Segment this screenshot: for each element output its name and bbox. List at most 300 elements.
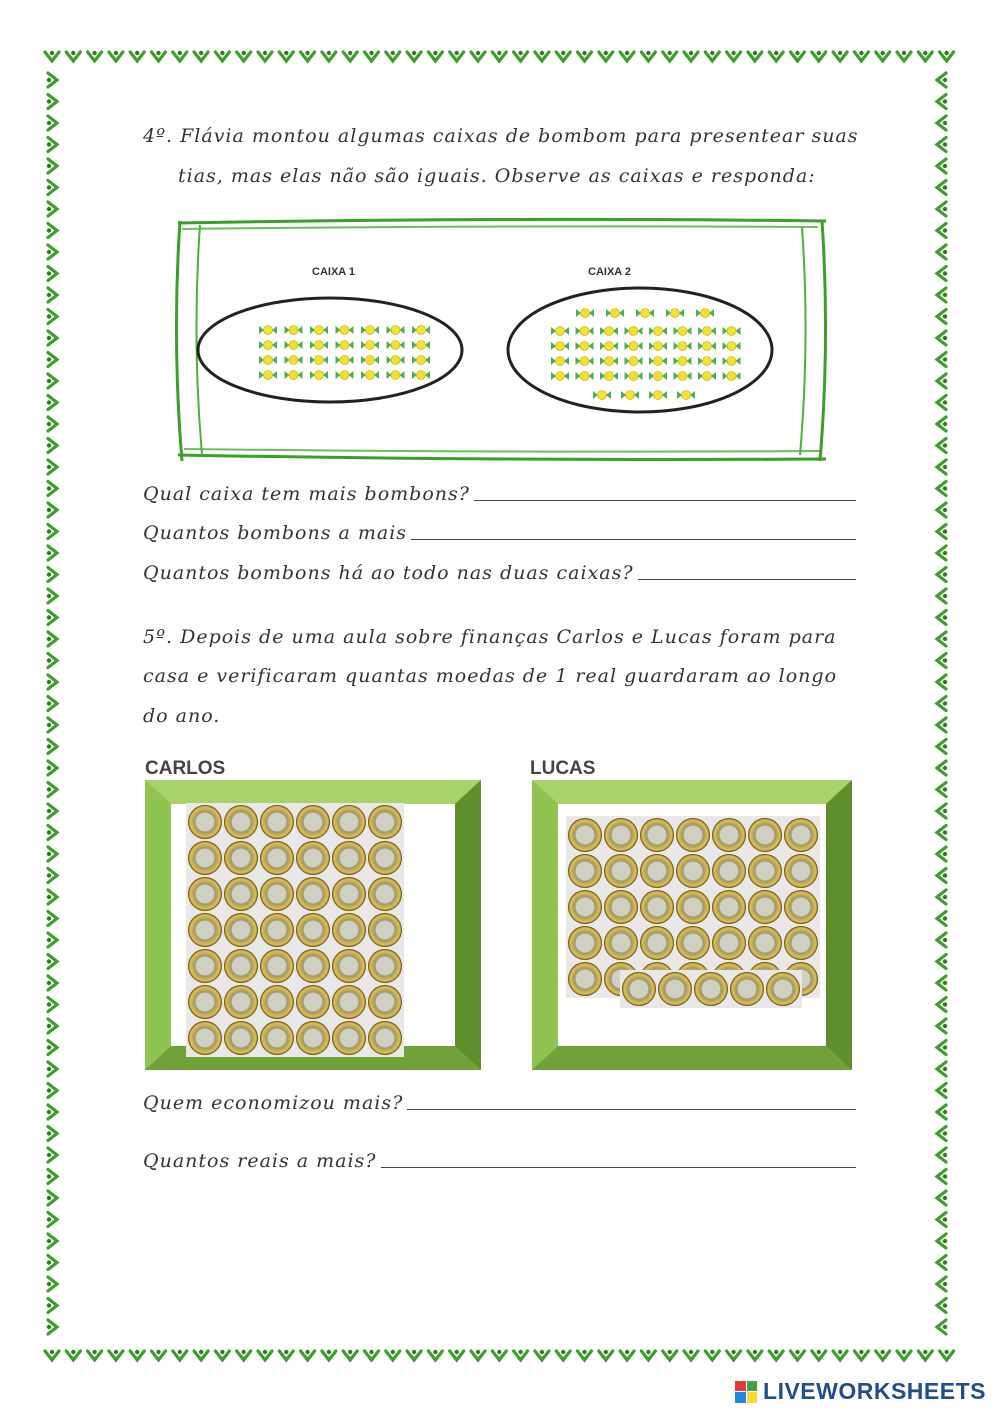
border-leaf bbox=[47, 912, 57, 926]
border-leaf bbox=[47, 439, 57, 453]
border-leaf bbox=[556, 51, 570, 61]
border-leaf bbox=[386, 51, 400, 61]
coin bbox=[676, 890, 710, 924]
border-leaf bbox=[47, 525, 57, 539]
coin bbox=[604, 890, 638, 924]
coin bbox=[730, 972, 764, 1006]
border-leaf bbox=[705, 51, 719, 61]
border-leaf bbox=[854, 51, 868, 61]
coin bbox=[784, 926, 818, 960]
carlos-coin-box bbox=[145, 780, 481, 1070]
border-leaf bbox=[47, 804, 57, 818]
border-leaf bbox=[812, 51, 826, 61]
answer-line-4c[interactable] bbox=[638, 579, 856, 580]
caixa-1-label: CAIXA 1 bbox=[312, 266, 355, 278]
border-leaf bbox=[47, 73, 57, 87]
border-leaf bbox=[258, 51, 272, 61]
coin bbox=[188, 841, 222, 875]
coin bbox=[224, 877, 258, 911]
coin bbox=[658, 972, 692, 1006]
coin bbox=[640, 854, 674, 888]
border-leaf bbox=[47, 267, 57, 281]
coin bbox=[368, 949, 402, 983]
border-leaf bbox=[47, 611, 57, 625]
coin bbox=[260, 1021, 294, 1055]
border-leaf bbox=[47, 546, 57, 560]
coin bbox=[188, 877, 222, 911]
border-leaf bbox=[47, 1019, 57, 1033]
coin bbox=[640, 890, 674, 924]
coin bbox=[260, 913, 294, 947]
border-leaf bbox=[45, 1350, 59, 1360]
border-leaf bbox=[937, 503, 947, 517]
border-leaf bbox=[173, 1350, 187, 1360]
coin bbox=[296, 841, 330, 875]
coin bbox=[748, 854, 782, 888]
coin bbox=[568, 926, 602, 960]
coin bbox=[640, 818, 674, 852]
border-leaf bbox=[937, 181, 947, 195]
border-leaf bbox=[937, 1148, 947, 1162]
coin bbox=[784, 890, 818, 924]
border-leaf bbox=[386, 1350, 400, 1360]
border-leaf bbox=[47, 116, 57, 130]
coin bbox=[694, 972, 728, 1006]
coin bbox=[604, 926, 638, 960]
coin bbox=[748, 890, 782, 924]
border-leaf bbox=[45, 51, 59, 61]
border-leaf bbox=[937, 245, 947, 259]
coin bbox=[368, 805, 402, 839]
coin bbox=[568, 962, 602, 996]
answer-line-5a[interactable] bbox=[407, 1109, 856, 1110]
border-leaf bbox=[109, 1350, 123, 1360]
liveworksheets-logo[interactable] bbox=[735, 1378, 986, 1405]
coin bbox=[604, 818, 638, 852]
border-leaf bbox=[343, 51, 357, 61]
border-leaf bbox=[937, 1041, 947, 1055]
border-leaf bbox=[937, 847, 947, 861]
answer-line-4a[interactable] bbox=[474, 500, 856, 501]
coin bbox=[332, 877, 366, 911]
coin bbox=[622, 972, 656, 1006]
liveworksheets-logo-text: LIVEWORKSHEETS bbox=[763, 1378, 986, 1404]
coin bbox=[784, 854, 818, 888]
border-leaf bbox=[937, 138, 947, 152]
border-leaf bbox=[301, 1350, 315, 1360]
border-leaf bbox=[727, 51, 741, 61]
lucas-coins-extra-row bbox=[620, 970, 802, 1008]
answer-line-4b[interactable] bbox=[411, 539, 856, 540]
border-leaf bbox=[47, 460, 57, 474]
coin bbox=[784, 818, 818, 852]
border-leaf bbox=[47, 288, 57, 302]
coin bbox=[224, 949, 258, 983]
border-leaf bbox=[937, 1127, 947, 1141]
coin bbox=[368, 985, 402, 1019]
border-leaf bbox=[130, 1350, 144, 1360]
coin bbox=[260, 877, 294, 911]
border-leaf bbox=[322, 1350, 336, 1360]
border-leaf bbox=[937, 310, 947, 324]
border-leaf bbox=[492, 51, 506, 61]
border-leaf bbox=[301, 51, 315, 61]
border-leaf bbox=[876, 1350, 890, 1360]
question-5b bbox=[143, 1150, 856, 1172]
coin bbox=[260, 841, 294, 875]
border-leaf bbox=[88, 51, 102, 61]
coin bbox=[188, 949, 222, 983]
border-leaf bbox=[47, 1277, 57, 1291]
border-leaf bbox=[47, 417, 57, 431]
coin bbox=[188, 1021, 222, 1055]
border-leaf bbox=[937, 116, 947, 130]
border-leaf bbox=[47, 138, 57, 152]
border-leaf bbox=[47, 1256, 57, 1270]
border-leaf bbox=[918, 1350, 932, 1360]
border-leaf bbox=[47, 159, 57, 173]
coin bbox=[368, 913, 402, 947]
border-leaf bbox=[109, 51, 123, 61]
liveworksheets-logo-icon bbox=[735, 1381, 757, 1403]
border-leaf bbox=[215, 1350, 229, 1360]
border-leaf bbox=[918, 51, 932, 61]
border-leaf bbox=[47, 847, 57, 861]
border-leaf bbox=[937, 933, 947, 947]
border-leaf bbox=[937, 73, 947, 87]
question-4c bbox=[143, 562, 856, 584]
exercise-5-line-1: 5º. Depois de uma aula sobre finanças Carlos e Lucas foram para bbox=[143, 626, 837, 648]
border-leaf bbox=[47, 1299, 57, 1313]
border-leaf bbox=[47, 1213, 57, 1227]
border-leaf bbox=[812, 1350, 826, 1360]
border-leaf bbox=[937, 611, 947, 625]
border-leaf bbox=[937, 1256, 947, 1270]
border-leaf bbox=[450, 51, 464, 61]
border-leaf bbox=[833, 51, 847, 61]
border-leaf bbox=[407, 51, 421, 61]
border-leaf bbox=[748, 51, 762, 61]
border-leaf bbox=[471, 51, 485, 61]
border-leaf bbox=[47, 654, 57, 668]
border-leaf bbox=[937, 1191, 947, 1205]
border-leaf bbox=[47, 1084, 57, 1098]
question-5a bbox=[143, 1092, 856, 1114]
lucas-label: LUCAS bbox=[530, 758, 596, 779]
border-leaf bbox=[47, 1105, 57, 1119]
question-5a-text: Quem economizou mais? bbox=[143, 1092, 404, 1114]
border-leaf bbox=[876, 51, 890, 61]
border-leaf bbox=[727, 1350, 741, 1360]
coin bbox=[676, 818, 710, 852]
border-leaf bbox=[641, 51, 655, 61]
border-leaf bbox=[937, 525, 947, 539]
border-leaf bbox=[937, 1277, 947, 1291]
green-brush-frame bbox=[170, 215, 830, 465]
border-leaf bbox=[937, 697, 947, 711]
border-leaf bbox=[47, 955, 57, 969]
exercise-5-line-3: do ano. bbox=[143, 705, 221, 727]
border-leaf bbox=[937, 396, 947, 410]
border-leaf bbox=[937, 568, 947, 582]
border-leaf bbox=[535, 1350, 549, 1360]
coin bbox=[368, 877, 402, 911]
border-leaf bbox=[937, 439, 947, 453]
coin bbox=[296, 949, 330, 983]
coin bbox=[676, 926, 710, 960]
border-leaf bbox=[47, 568, 57, 582]
coin bbox=[296, 985, 330, 1019]
coin bbox=[332, 805, 366, 839]
exercise-4-line-2: tias, mas elas não são iguais. Observe as caixas e responda: bbox=[178, 165, 816, 187]
border-leaf bbox=[937, 460, 947, 474]
question-4b bbox=[143, 522, 856, 544]
border-leaf bbox=[556, 1350, 570, 1360]
border-leaf bbox=[937, 1062, 947, 1076]
border-leaf bbox=[407, 1350, 421, 1360]
border-leaf bbox=[578, 1350, 592, 1360]
border-leaf bbox=[599, 51, 613, 61]
border-leaf bbox=[937, 1234, 947, 1248]
border-leaf bbox=[937, 998, 947, 1012]
coin bbox=[568, 818, 602, 852]
border-leaf bbox=[937, 417, 947, 431]
coin bbox=[712, 890, 746, 924]
question-4c-text: Quantos bombons há ao todo nas duas caixas? bbox=[143, 562, 634, 584]
border-leaf bbox=[365, 51, 379, 61]
border-leaf bbox=[47, 503, 57, 517]
border-leaf bbox=[769, 51, 783, 61]
coin bbox=[188, 985, 222, 1019]
coin bbox=[712, 818, 746, 852]
border-leaf bbox=[937, 1299, 947, 1313]
border-leaf bbox=[620, 51, 634, 61]
border-leaf bbox=[47, 310, 57, 324]
border-leaf bbox=[47, 976, 57, 990]
border-leaf bbox=[620, 1350, 634, 1360]
border-leaf bbox=[88, 1350, 102, 1360]
border-leaf bbox=[937, 890, 947, 904]
lucas-coin-box bbox=[532, 780, 852, 1070]
border-leaf bbox=[47, 245, 57, 259]
border-leaf bbox=[663, 1350, 677, 1360]
border-leaf bbox=[748, 1350, 762, 1360]
border-leaf bbox=[47, 826, 57, 840]
border-leaf bbox=[47, 1320, 57, 1334]
coin bbox=[296, 805, 330, 839]
border-leaf bbox=[47, 890, 57, 904]
border-leaf bbox=[937, 95, 947, 109]
coin bbox=[604, 854, 638, 888]
coin bbox=[188, 805, 222, 839]
border-leaf bbox=[47, 632, 57, 646]
border-leaf bbox=[194, 51, 208, 61]
border-leaf bbox=[47, 95, 57, 109]
border-leaf bbox=[641, 1350, 655, 1360]
border-leaf bbox=[599, 1350, 613, 1360]
border-leaf bbox=[705, 1350, 719, 1360]
coin bbox=[224, 913, 258, 947]
border-leaf bbox=[937, 632, 947, 646]
coin bbox=[748, 818, 782, 852]
coin bbox=[640, 926, 674, 960]
border-leaf bbox=[937, 955, 947, 969]
border-leaf bbox=[47, 1234, 57, 1248]
border-leaf bbox=[47, 697, 57, 711]
border-leaf bbox=[322, 51, 336, 61]
border-leaf bbox=[514, 1350, 528, 1360]
coin bbox=[224, 841, 258, 875]
border-leaf bbox=[937, 654, 947, 668]
border-leaf bbox=[450, 1350, 464, 1360]
border-leaf bbox=[663, 51, 677, 61]
border-leaf bbox=[937, 976, 947, 990]
coin bbox=[568, 890, 602, 924]
border-leaf bbox=[47, 718, 57, 732]
border-leaf bbox=[279, 51, 293, 61]
coin bbox=[766, 972, 800, 1006]
border-leaf bbox=[937, 675, 947, 689]
candy-boxes-figure bbox=[170, 215, 830, 465]
border-leaf bbox=[937, 718, 947, 732]
coin bbox=[712, 926, 746, 960]
border-leaf bbox=[937, 1105, 947, 1119]
border-leaf bbox=[47, 374, 57, 388]
border-leaf bbox=[937, 482, 947, 496]
border-leaf bbox=[66, 1350, 80, 1360]
border-leaf bbox=[684, 1350, 698, 1360]
border-leaf bbox=[47, 1148, 57, 1162]
border-leaf bbox=[365, 1350, 379, 1360]
border-leaf bbox=[937, 589, 947, 603]
border-leaf bbox=[937, 912, 947, 926]
border-leaf bbox=[492, 1350, 506, 1360]
coin bbox=[332, 949, 366, 983]
coin bbox=[260, 985, 294, 1019]
border-leaf bbox=[937, 224, 947, 238]
border-leaf bbox=[937, 1019, 947, 1033]
coin bbox=[296, 913, 330, 947]
border-leaf bbox=[535, 51, 549, 61]
exercise-5-line-2: casa e verificaram quantas moedas de 1 real guardaram ao longo bbox=[143, 665, 838, 687]
border-leaf bbox=[684, 51, 698, 61]
border-leaf bbox=[237, 51, 251, 61]
question-5b-text: Quantos reais a mais? bbox=[143, 1150, 377, 1172]
border-leaf bbox=[937, 331, 947, 345]
border-leaf bbox=[47, 1041, 57, 1055]
border-leaf bbox=[769, 1350, 783, 1360]
border-leaf bbox=[897, 1350, 911, 1360]
border-leaf bbox=[471, 1350, 485, 1360]
border-leaf bbox=[47, 353, 57, 367]
border-leaf bbox=[428, 1350, 442, 1360]
border-leaf bbox=[47, 740, 57, 754]
border-leaf bbox=[937, 1213, 947, 1227]
coin bbox=[296, 877, 330, 911]
border-leaf bbox=[194, 1350, 208, 1360]
border-leaf bbox=[237, 1350, 251, 1360]
caixa-2-label: CAIXA 2 bbox=[588, 266, 631, 278]
border-leaf bbox=[937, 159, 947, 173]
exercise-4-line-1: 4º. Flávia montou algumas caixas de bombom para presentear suas bbox=[143, 125, 859, 147]
border-leaf bbox=[343, 1350, 357, 1360]
border-leaf bbox=[937, 267, 947, 281]
border-leaf bbox=[940, 1350, 954, 1360]
border-leaf bbox=[937, 1320, 947, 1334]
border-leaf bbox=[937, 761, 947, 775]
coin bbox=[712, 854, 746, 888]
border-leaf bbox=[215, 51, 229, 61]
border-leaf bbox=[897, 51, 911, 61]
border-leaf bbox=[854, 1350, 868, 1360]
border-leaf bbox=[578, 51, 592, 61]
border-leaf bbox=[937, 353, 947, 367]
coin bbox=[188, 913, 222, 947]
border-leaf bbox=[173, 51, 187, 61]
border-leaf bbox=[937, 1084, 947, 1098]
coin bbox=[676, 854, 710, 888]
border-leaf bbox=[47, 224, 57, 238]
border-leaf bbox=[47, 869, 57, 883]
border-leaf bbox=[258, 1350, 272, 1360]
border-leaf bbox=[514, 51, 528, 61]
border-leaf bbox=[937, 740, 947, 754]
border-leaf bbox=[937, 826, 947, 840]
border-leaf bbox=[47, 998, 57, 1012]
border-leaf bbox=[152, 51, 166, 61]
border-leaf bbox=[47, 202, 57, 216]
coin bbox=[332, 841, 366, 875]
coin bbox=[260, 805, 294, 839]
border-leaf bbox=[833, 1350, 847, 1360]
answer-line-5b[interactable] bbox=[381, 1167, 857, 1168]
border-leaf bbox=[47, 1170, 57, 1184]
border-leaf bbox=[791, 1350, 805, 1360]
border-leaf bbox=[47, 1191, 57, 1205]
border-leaf bbox=[47, 761, 57, 775]
carlos-label: CARLOS bbox=[145, 758, 226, 779]
coin bbox=[368, 1021, 402, 1055]
border-leaf bbox=[937, 288, 947, 302]
border-leaf bbox=[47, 783, 57, 797]
border-leaf bbox=[47, 181, 57, 195]
question-4a bbox=[143, 483, 856, 505]
coin bbox=[332, 1021, 366, 1055]
coin bbox=[568, 854, 602, 888]
coin bbox=[368, 841, 402, 875]
border-leaf bbox=[47, 933, 57, 947]
border-leaf bbox=[279, 1350, 293, 1360]
border-leaf bbox=[47, 396, 57, 410]
question-4a-text: Qual caixa tem mais bombons? bbox=[143, 483, 470, 505]
coin bbox=[260, 949, 294, 983]
border-leaf bbox=[937, 804, 947, 818]
border-leaf bbox=[791, 51, 805, 61]
border-leaf bbox=[937, 783, 947, 797]
question-4b-text: Quantos bombons a mais bbox=[143, 522, 408, 544]
coin bbox=[748, 926, 782, 960]
coin bbox=[332, 913, 366, 947]
border-leaf bbox=[940, 51, 954, 61]
border-leaf bbox=[47, 331, 57, 345]
border-leaf bbox=[47, 482, 57, 496]
border-leaf bbox=[937, 202, 947, 216]
border-leaf bbox=[47, 1127, 57, 1141]
border-leaf bbox=[47, 589, 57, 603]
border-leaf bbox=[152, 1350, 166, 1360]
border-leaf bbox=[47, 675, 57, 689]
border-leaf bbox=[937, 869, 947, 883]
